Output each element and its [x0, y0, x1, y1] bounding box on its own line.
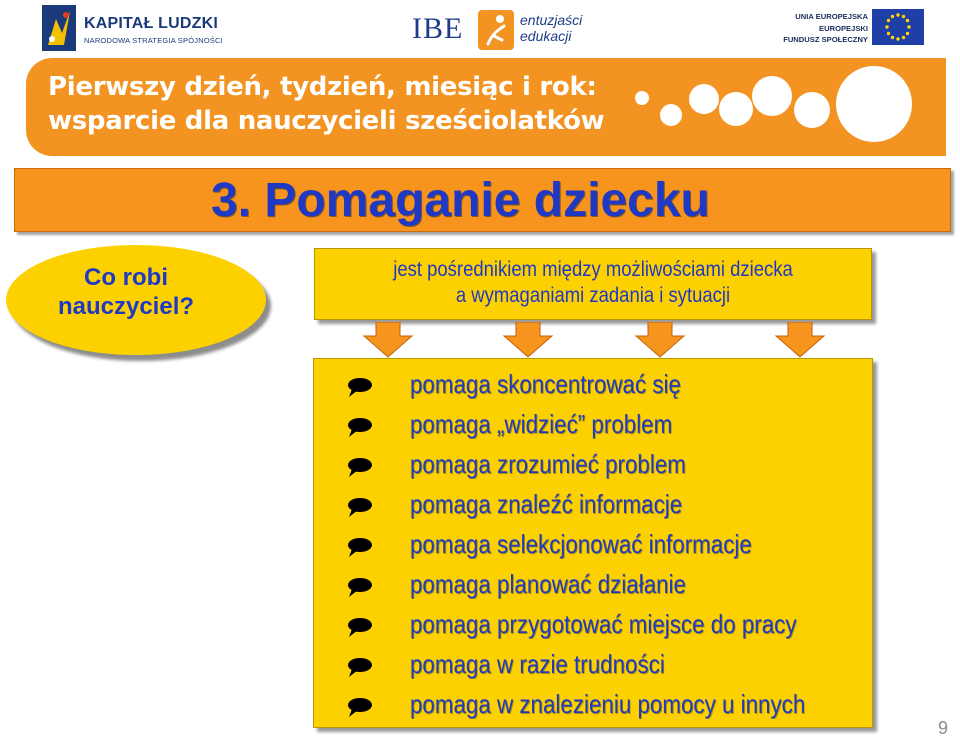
- list-item: [314, 447, 914, 487]
- ibe-tagline: [520, 12, 582, 44]
- list-item-text: pomaga w znalezieniu pomocy u innych: [410, 689, 806, 719]
- definition-line-2: a wymaganiami zadania i sytuacji: [455, 284, 731, 307]
- speech-bubble-bullet-icon: [344, 417, 374, 437]
- list-item-text: pomaga selekcjonować informacje: [410, 529, 752, 559]
- decor-dot: [752, 76, 792, 116]
- speech-bubble-bullet-icon: [344, 697, 374, 717]
- ibe-figure-icon: [478, 10, 514, 50]
- ibe-wordmark: IBE: [412, 12, 464, 45]
- question-line-2: nauczyciel?: [57, 293, 195, 320]
- list-item: [314, 607, 914, 647]
- page-number: 9: [937, 718, 948, 738]
- section-heading-box: [14, 168, 951, 232]
- decor-dot: [719, 92, 753, 126]
- list-item-text: pomaga planować działanie: [410, 569, 686, 599]
- decor-dot: [794, 92, 830, 128]
- list-item: [314, 567, 914, 607]
- kapital-ludzki-logo: [42, 5, 242, 53]
- question-text: [6, 263, 246, 321]
- list-item: [314, 487, 914, 527]
- ibe-tagline-line-2: edukacji: [520, 28, 572, 44]
- eu-line-3: FUNDUSZ SPOŁECZNY: [783, 35, 868, 44]
- list-item: [314, 647, 914, 687]
- decor-dot: [660, 104, 682, 126]
- speech-bubble-bullet-icon: [344, 657, 374, 677]
- eu-line-2: EUROPEJSKI: [819, 23, 868, 33]
- speech-bubble-bullet-icon: [344, 377, 374, 397]
- speech-bubble-bullet-icon: [344, 577, 374, 597]
- section-heading: 3. Pomaganie dziecku: [211, 174, 710, 227]
- eu-text: [783, 11, 868, 46]
- down-arrow-icon: [502, 322, 554, 358]
- decor-dot: [689, 84, 719, 114]
- question-ellipse: [6, 245, 266, 355]
- list-item-text: pomaga przygotować miejsce do pracy: [410, 609, 797, 639]
- speech-bubble-bullet-icon: [344, 537, 374, 557]
- actions-list-box: [313, 358, 873, 728]
- speech-bubble-bullet-icon: [344, 617, 374, 637]
- decor-dot: [635, 91, 649, 105]
- list-item-text: pomaga w razie trudności: [410, 649, 665, 679]
- kapital-ludzki-subtitle: NARODOWA STRATEGIA SPÓJNOŚCI: [84, 36, 223, 45]
- ibe-logo: [412, 8, 583, 52]
- ibe-tagline-line-1: entuzjaści: [520, 12, 583, 28]
- list-item-text: pomaga zrozumieć problem: [410, 449, 686, 479]
- down-arrow-icon: [634, 322, 686, 358]
- down-arrow-icon: [774, 322, 826, 358]
- list-item-text: pomaga znaleźć informacje: [410, 489, 683, 519]
- down-arrow-icon: [362, 322, 414, 358]
- speech-bubble-bullet-icon: [344, 497, 374, 517]
- list-item: [314, 527, 914, 567]
- definition-text: [348, 257, 837, 309]
- eu-line-1: UNIA EUROPEJSKA: [795, 12, 868, 21]
- banner-line-2: wsparcie dla nauczycieli sześciolatków: [48, 106, 605, 136]
- list-item: [314, 407, 914, 447]
- speech-bubble-bullet-icon: [344, 457, 374, 477]
- banner-line-1: Pierwszy dzień, tydzień, miesiąc i rok:: [48, 72, 597, 102]
- eu-logo: [783, 9, 928, 49]
- definition-box: [314, 248, 872, 320]
- kapital-ludzki-mark-icon: [42, 5, 76, 51]
- kapital-ludzki-title: KAPITAŁ LUDZKI: [84, 15, 219, 32]
- list-item: [314, 367, 914, 407]
- title-banner: [26, 58, 946, 156]
- eu-flag-icon: [872, 9, 924, 45]
- definition-line-1: jest pośrednikiem między możliwościami dziecka: [393, 258, 793, 281]
- list-item-text: pomaga „widzieć” problem: [410, 409, 673, 439]
- list-item-text: pomaga skoncentrować się: [410, 369, 681, 399]
- list-item: [314, 687, 914, 727]
- question-line-1: Co robi: [84, 264, 168, 291]
- decor-dot: [836, 66, 912, 142]
